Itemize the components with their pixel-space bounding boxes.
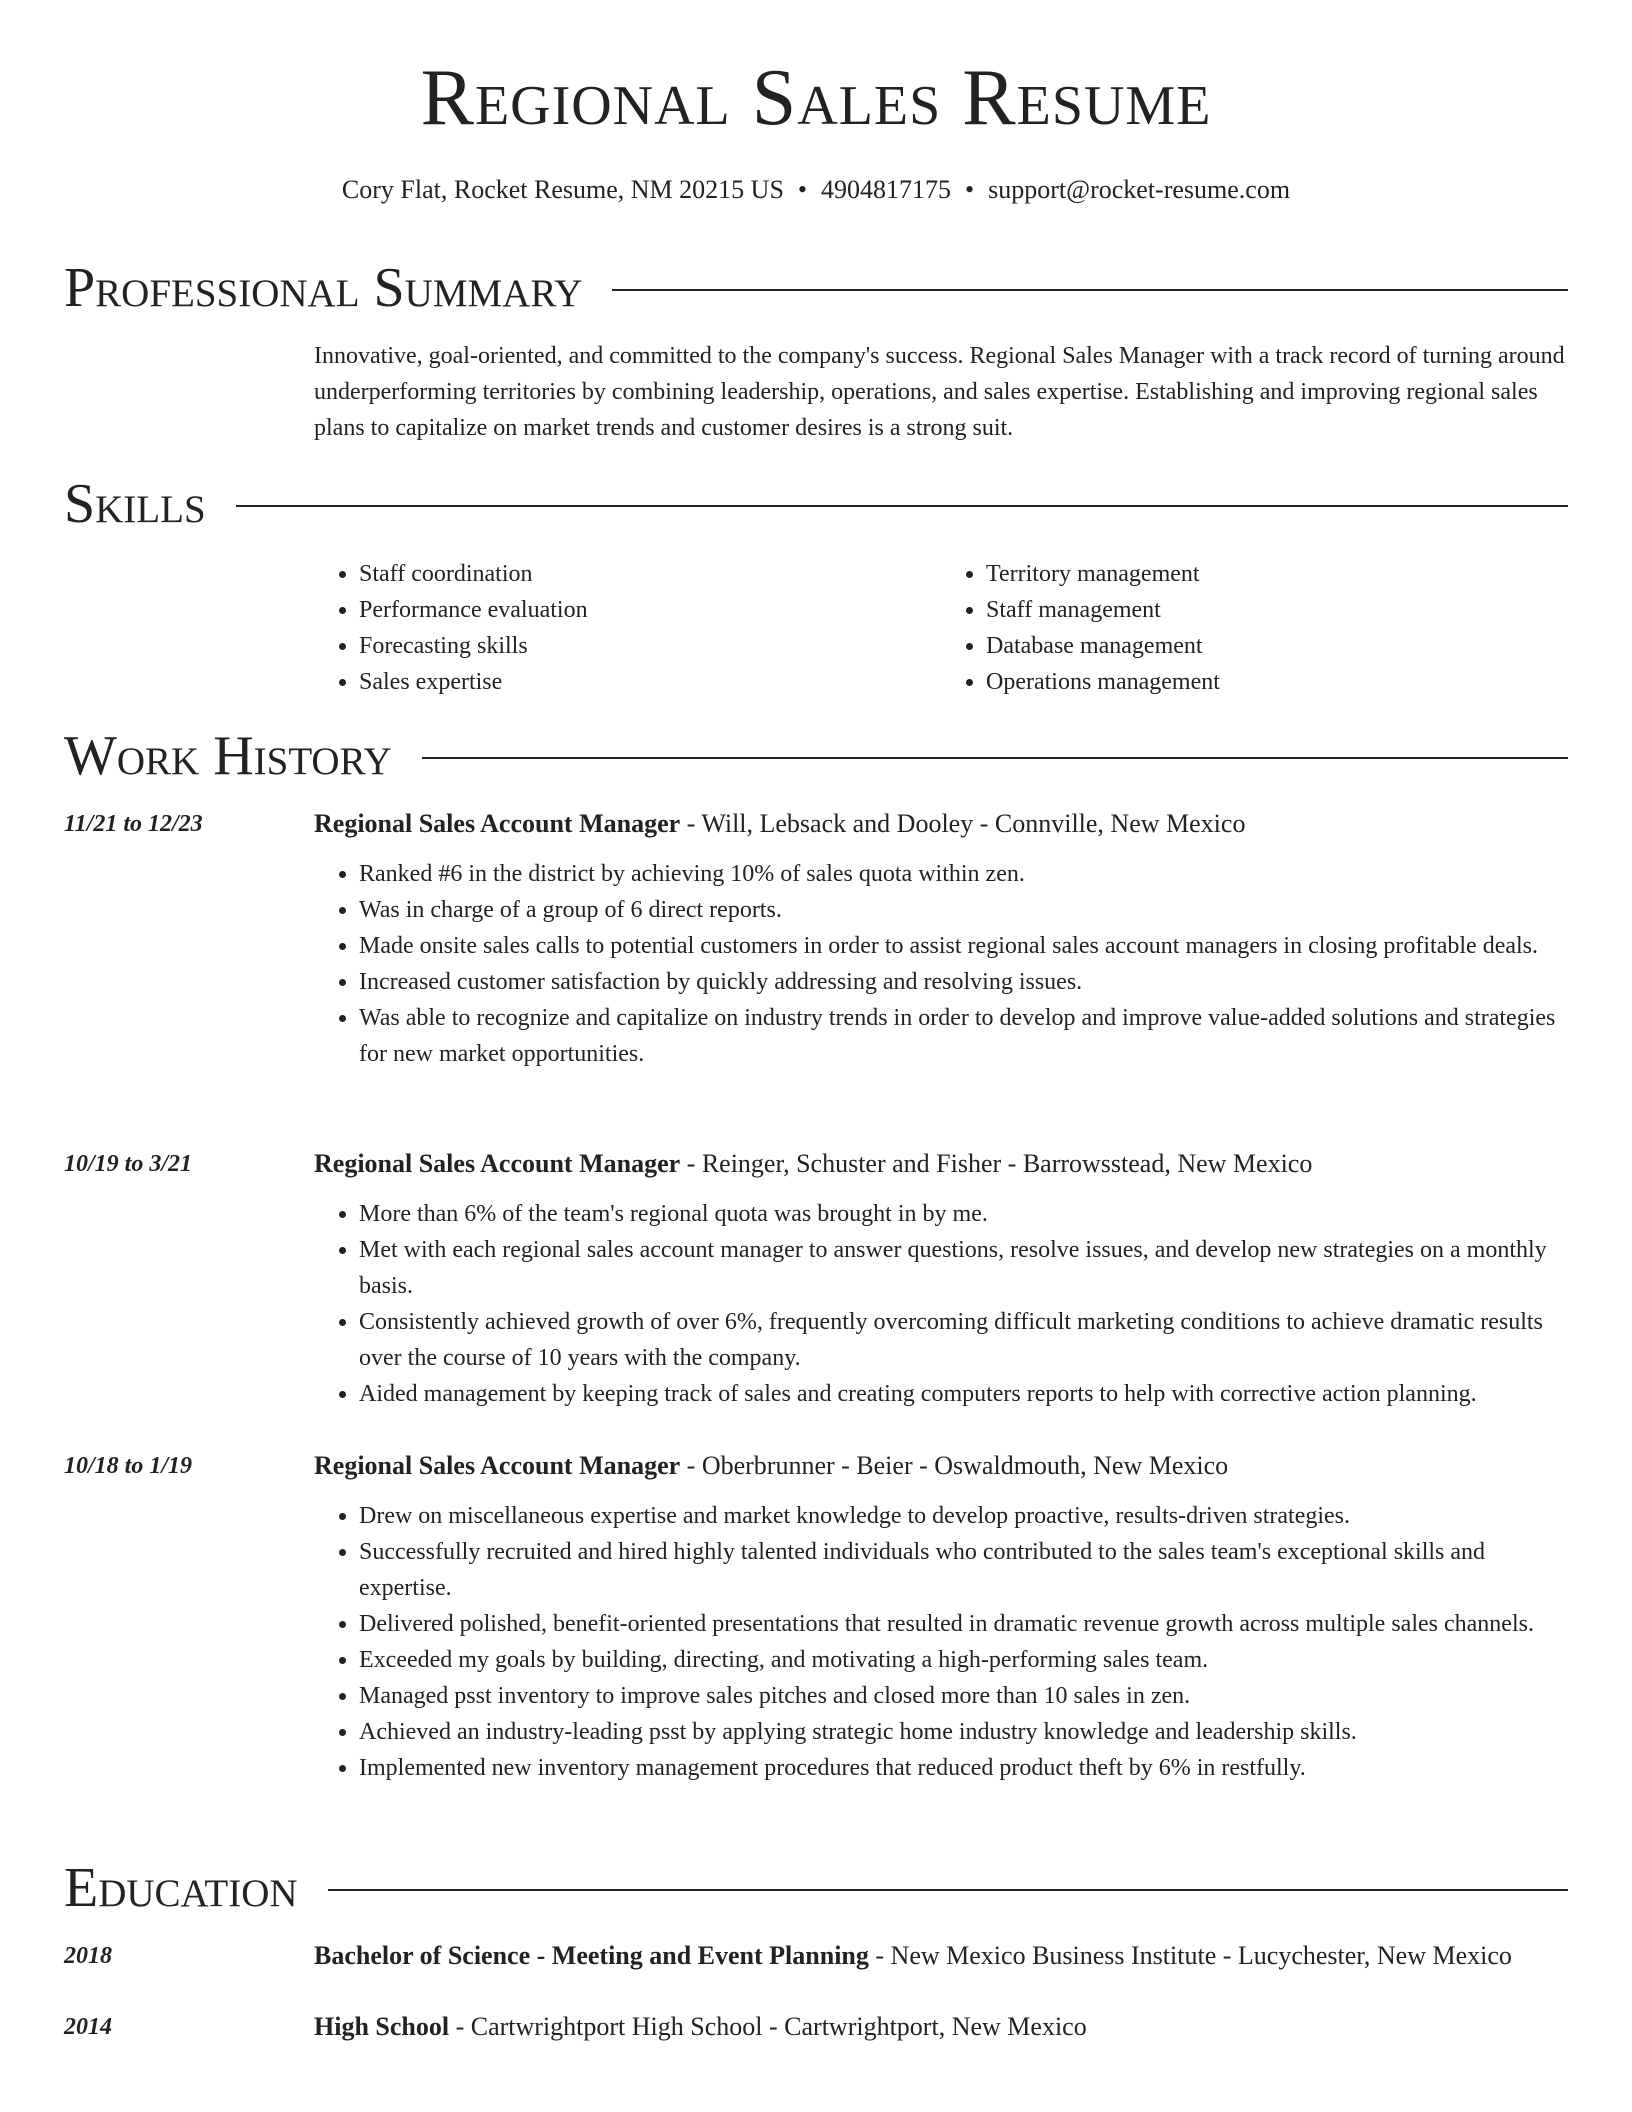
- education-year: 2018: [64, 1943, 112, 1969]
- education-details: - New Mexico Business Institute - Lucychester, New Mexico: [868, 1941, 1512, 1970]
- resume-title: Regional Sales Resume: [420, 54, 1212, 142]
- education-heading-line: [314, 2009, 1568, 2045]
- skill-item: • Performance evaluation: [359, 592, 941, 628]
- job-details: - Will, Lebsack and Dooley - Connville, New Mexico: [680, 809, 1246, 838]
- summary-text: Innovative, goal-oriented, and committed to the company's success. Regional Sales Manager with a track record of turning around underperforming territories by combining leadership, operations, and sales expertise. Establishing and improving regional sales plans to capitalize on market trends and customer desires is a strong suit.: [314, 343, 1565, 441]
- skills-column-right: [941, 556, 1568, 700]
- skill-item: • Operations management: [986, 664, 1568, 700]
- skills-list: [314, 556, 1568, 700]
- contact-line: [0, 174, 1632, 205]
- skills-section-header: [64, 474, 1568, 534]
- job-role: Regional Sales Account Manager: [314, 1451, 681, 1480]
- job-bullet: • Exceeded my goals by building, directing, and motivating a high-performing sales team.: [359, 1642, 1568, 1678]
- work-heading: Work History: [64, 725, 392, 787]
- skill-item: • Forecasting skills: [359, 628, 941, 664]
- job-bullet: • Implemented new inventory management procedures that reduced product theft by 6% in restfully.: [359, 1750, 1568, 1786]
- education-entry: [64, 1938, 1568, 1974]
- education-degree: Bachelor of Science - Meeting and Event Planning: [314, 1941, 869, 1970]
- work-section-header: [64, 726, 1568, 786]
- job-heading: [314, 1146, 1568, 1182]
- contact-address: Cory Flat, Rocket Resume, NM 20215 US: [341, 175, 784, 204]
- job-bullet: • Increased customer satisfaction by quickly addressing and resolving issues.: [359, 964, 1568, 1000]
- job-bullet: • Made onsite sales calls to potential customers in order to assist regional sales account managers in closing profitable deals.: [359, 928, 1568, 964]
- job-dates: 11/21 to 12/23: [64, 811, 203, 837]
- job-role: Regional Sales Account Manager: [314, 809, 681, 838]
- job-bullet: • Ranked #6 in the district by achieving 10% of sales quota within zen.: [359, 856, 1568, 892]
- education-heading-line: [314, 1938, 1568, 1974]
- section-divider: [236, 505, 1568, 507]
- job-bullet: • Drew on miscellaneous expertise and market knowledge to develop proactive, results-driven strategies.: [359, 1498, 1568, 1534]
- section-divider: [422, 757, 1568, 759]
- job-heading: [314, 1448, 1568, 1484]
- education-degree: High School: [314, 2012, 450, 2041]
- job-entry: [64, 1448, 1568, 1786]
- summary-section-header: [64, 258, 1568, 318]
- contact-separator: •: [797, 175, 808, 204]
- contact-separator: •: [965, 175, 975, 204]
- job-details: - Reinger, Schuster and Fisher - Barrowsstead, New Mexico: [680, 1149, 1313, 1178]
- job-bullet: • Consistently achieved growth of over 6%, frequently overcoming difficult marketing conditions to achieve dramatic results over the course of 10 years with the company.: [359, 1304, 1568, 1376]
- contact-phone: 4904817175: [821, 175, 952, 204]
- contact-email: support@rocket-resume.com: [988, 175, 1291, 204]
- education-section-header: [64, 1858, 1568, 1918]
- skill-item: • Staff management: [986, 592, 1568, 628]
- skill-item: • Staff coordination: [359, 556, 941, 592]
- job-bullet: • Delivered polished, benefit-oriented presentations that resulted in dramatic revenue growth across multiple sales channels.: [359, 1606, 1568, 1642]
- summary-heading: Professional Summary: [64, 257, 583, 319]
- skill-item: • Sales expertise: [359, 664, 941, 700]
- job-dates: 10/19 to 3/21: [64, 1151, 193, 1177]
- job-role: Regional Sales Account Manager: [314, 1149, 681, 1178]
- job-bullets: [314, 856, 1568, 1072]
- skill-item: • Database management: [986, 628, 1568, 664]
- job-bullets: [314, 1498, 1568, 1786]
- job-entry: [64, 806, 1568, 1072]
- job-bullet: • Aided management by keeping track of sales and creating computers reports to help with corrective action planning.: [359, 1376, 1568, 1412]
- education-details: - Cartwrightport High School - Cartwrightport, New Mexico: [449, 2012, 1087, 2041]
- job-bullet: • Managed psst inventory to improve sales pitches and closed more than 10 sales in zen.: [359, 1678, 1568, 1714]
- education-entry: [64, 2009, 1568, 2045]
- job-bullet: • More than 6% of the team's regional quota was brought in by me.: [359, 1196, 1568, 1232]
- job-bullet: • Successfully recruited and hired highly talented individuals who contributed to the sales team's exceptional skills and expertise.: [359, 1534, 1568, 1606]
- section-divider: [612, 289, 1568, 291]
- skills-heading: Skills: [64, 473, 206, 535]
- job-details: - Oberbrunner - Beier - Oswaldmouth, New Mexico: [680, 1451, 1229, 1480]
- education-heading: Education: [64, 1857, 298, 1919]
- job-dates: 10/18 to 1/19: [64, 1453, 193, 1479]
- education-year: 2014: [64, 2014, 112, 2040]
- section-divider: [328, 1889, 1568, 1891]
- skills-column-left: [314, 556, 941, 700]
- job-bullet: • Was in charge of a group of 6 direct reports.: [359, 892, 1568, 928]
- job-bullets: [314, 1196, 1568, 1412]
- skill-item: • Territory management: [986, 556, 1568, 592]
- job-heading: [314, 806, 1568, 842]
- job-bullet: • Met with each regional sales account manager to answer questions, resolve issues, and develop new strategies on a monthly basis.: [359, 1232, 1568, 1304]
- job-bullet: • Achieved an industry-leading psst by applying strategic home industry knowledge and leadership skills.: [359, 1714, 1568, 1750]
- job-entry: [64, 1146, 1568, 1412]
- job-bullet: • Was able to recognize and capitalize on industry trends in order to develop and improve value-added solutions and strategies for new market opportunities.: [359, 1000, 1568, 1072]
